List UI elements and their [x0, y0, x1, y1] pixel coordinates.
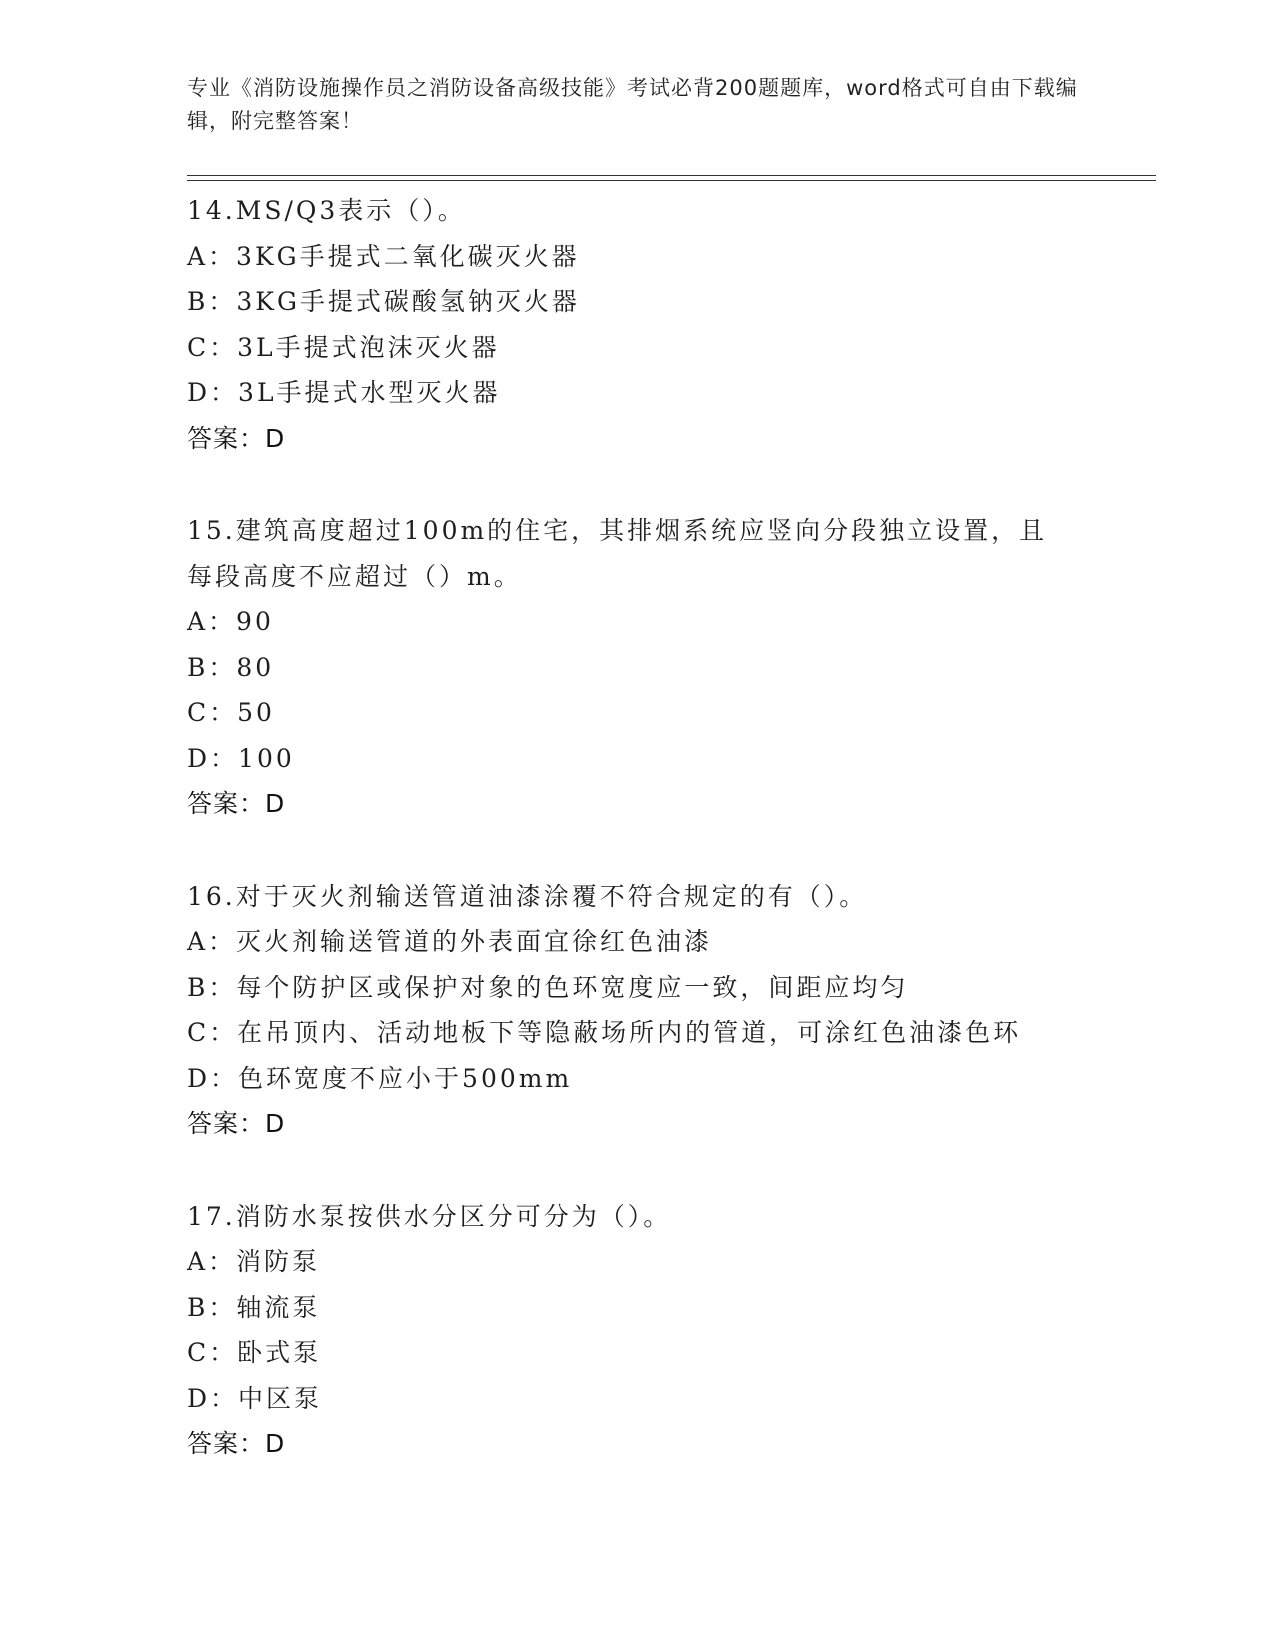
option-c: C：在吊顶内、活动地板下等隐蔽场所内的管道，可涂红色油漆色环	[187, 1018, 1022, 1047]
option-d: D：100	[187, 743, 295, 773]
option-b: B：3KG手提式碳酸氢钠灭火器	[187, 287, 580, 316]
question-14	[187, 188, 1087, 461]
option-d: D：色环宽度不应小于500mm	[187, 1063, 573, 1093]
answer-line: 答案：D	[187, 789, 286, 818]
option-b: B：轴流泵	[187, 1292, 321, 1322]
header-divider-bottom	[187, 180, 1156, 181]
option-c: C：50	[187, 698, 275, 727]
option-a: A：90	[187, 607, 274, 636]
option-c: C：卧式泵	[187, 1338, 322, 1367]
option-d: D：中区泵	[187, 1383, 323, 1413]
question-list	[187, 188, 1087, 1467]
option-d: D：3L手提式水型灭火器	[187, 378, 501, 407]
option-b: B：80	[187, 652, 275, 682]
header-divider-top	[187, 175, 1156, 176]
question-17	[187, 1194, 1087, 1467]
option-a: A：消防泵	[187, 1247, 321, 1276]
question-16	[187, 874, 1087, 1147]
option-a: A：3KG手提式二氧化碳灭火器	[187, 241, 580, 271]
document-header: 专业《消防设施操作员之消防设备高级技能》考试必背200题题库，word格式可自由下载编辑，附完整答案！	[187, 76, 1078, 133]
answer-line: 答案：D	[187, 1429, 286, 1458]
question-15	[187, 508, 1087, 827]
question-stem: 14.MS/Q3表示（）。	[187, 196, 466, 225]
question-stem: 15.建筑高度超过100m的住宅，其排烟系统应竖向分段独立设置，且每段高度不应超过（）m。	[187, 516, 1048, 591]
question-stem: 17.消防水泵按供水分区分可分为（）。	[187, 1201, 672, 1231]
option-b: B：每个防护区或保护对象的色环宽度应一致，间距应均匀	[187, 972, 909, 1002]
option-a: A：灭火剂输送管道的外表面宜徐红色油漆	[187, 927, 713, 956]
option-c: C：3L手提式泡沫灭火器	[187, 332, 500, 362]
question-stem: 16.对于灭火剂输送管道油漆涂覆不符合规定的有（）。	[187, 881, 868, 911]
answer-line: 答案：D	[187, 1109, 286, 1138]
answer-line: 答案：D	[187, 423, 286, 453]
